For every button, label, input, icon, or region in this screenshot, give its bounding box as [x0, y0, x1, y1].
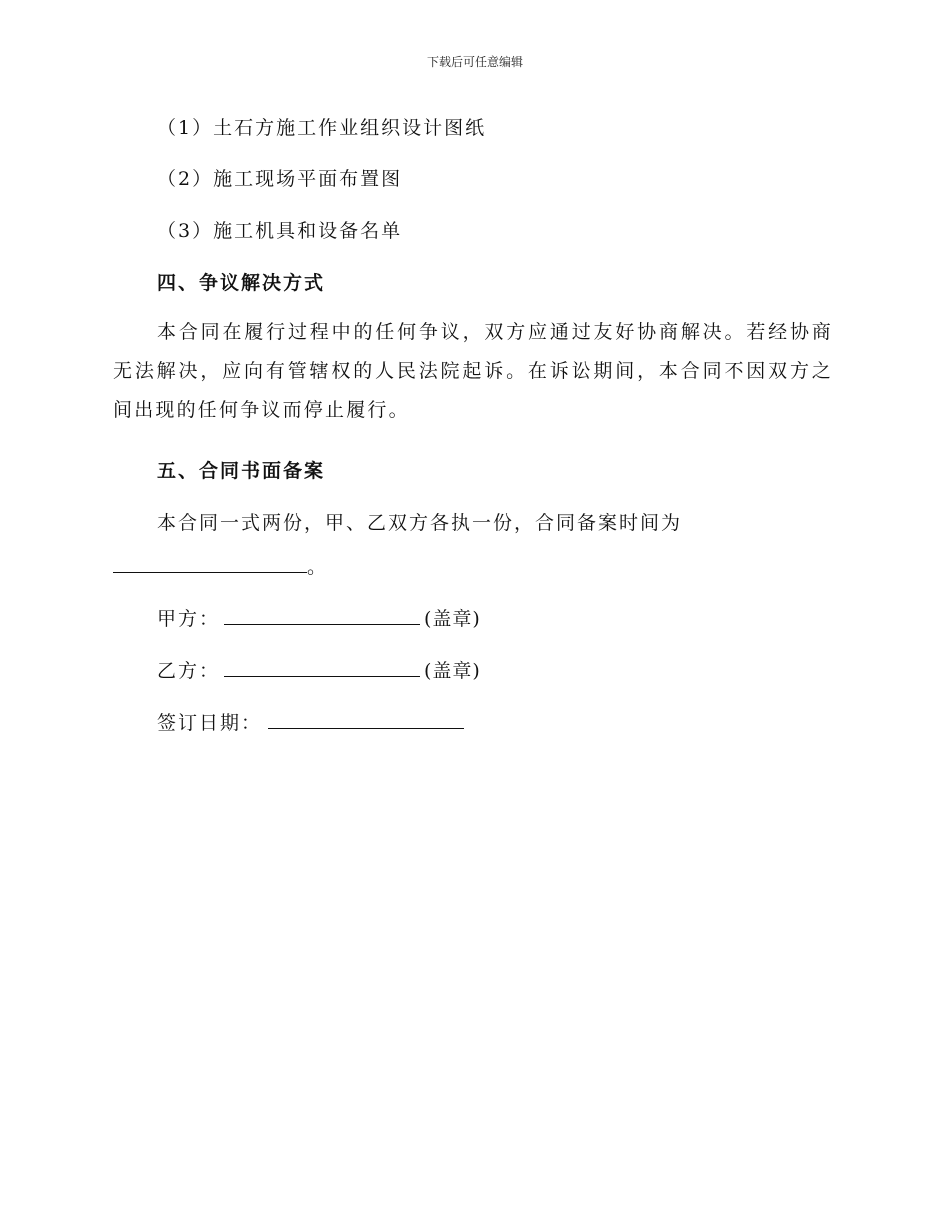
party-b-label: 乙方： — [157, 660, 221, 682]
party-b-stamp-label: (盖章) — [424, 660, 481, 682]
section-4-heading: 四、争议解决方式 — [157, 272, 326, 294]
party-b-signature-line — [157, 656, 481, 684]
section-5-heading: 五、合同书面备案 — [157, 460, 326, 482]
party-a-stamp-label: (盖章) — [424, 608, 481, 630]
party-a-signature-line — [157, 604, 481, 632]
filing-date-blank[interactable] — [113, 552, 307, 573]
signing-date-label: 签订日期： — [157, 712, 263, 734]
party-a-blank[interactable] — [224, 604, 420, 625]
page-header-note: 下载后可任意编辑 — [426, 55, 523, 69]
party-b-blank[interactable] — [224, 656, 420, 677]
list-item-2: （2）施工现场平面布置图 — [157, 168, 403, 190]
section-4-paragraph: 本合同在履行过程中的任何争议，双方应通过友好协商解决。若经协商无法解决，应向有管辖权的人民法院起诉。在诉讼期间，本合同不因双方之间出现的任何争议而停止履行。 — [113, 321, 833, 421]
filing-date-field — [113, 552, 326, 580]
list-item-3: （3）施工机具和设备名单 — [157, 220, 403, 242]
filing-date-period: 。 — [307, 556, 327, 578]
signing-date-line — [157, 708, 464, 736]
list-item-1: （1）土石方施工作业组织设计图纸 — [157, 117, 487, 139]
party-a-label: 甲方： — [157, 608, 221, 630]
section-5-paragraph: 本合同一式两份，甲、乙双方各执一份，合同备案时间为 — [157, 512, 683, 534]
signing-date-blank[interactable] — [268, 708, 464, 729]
